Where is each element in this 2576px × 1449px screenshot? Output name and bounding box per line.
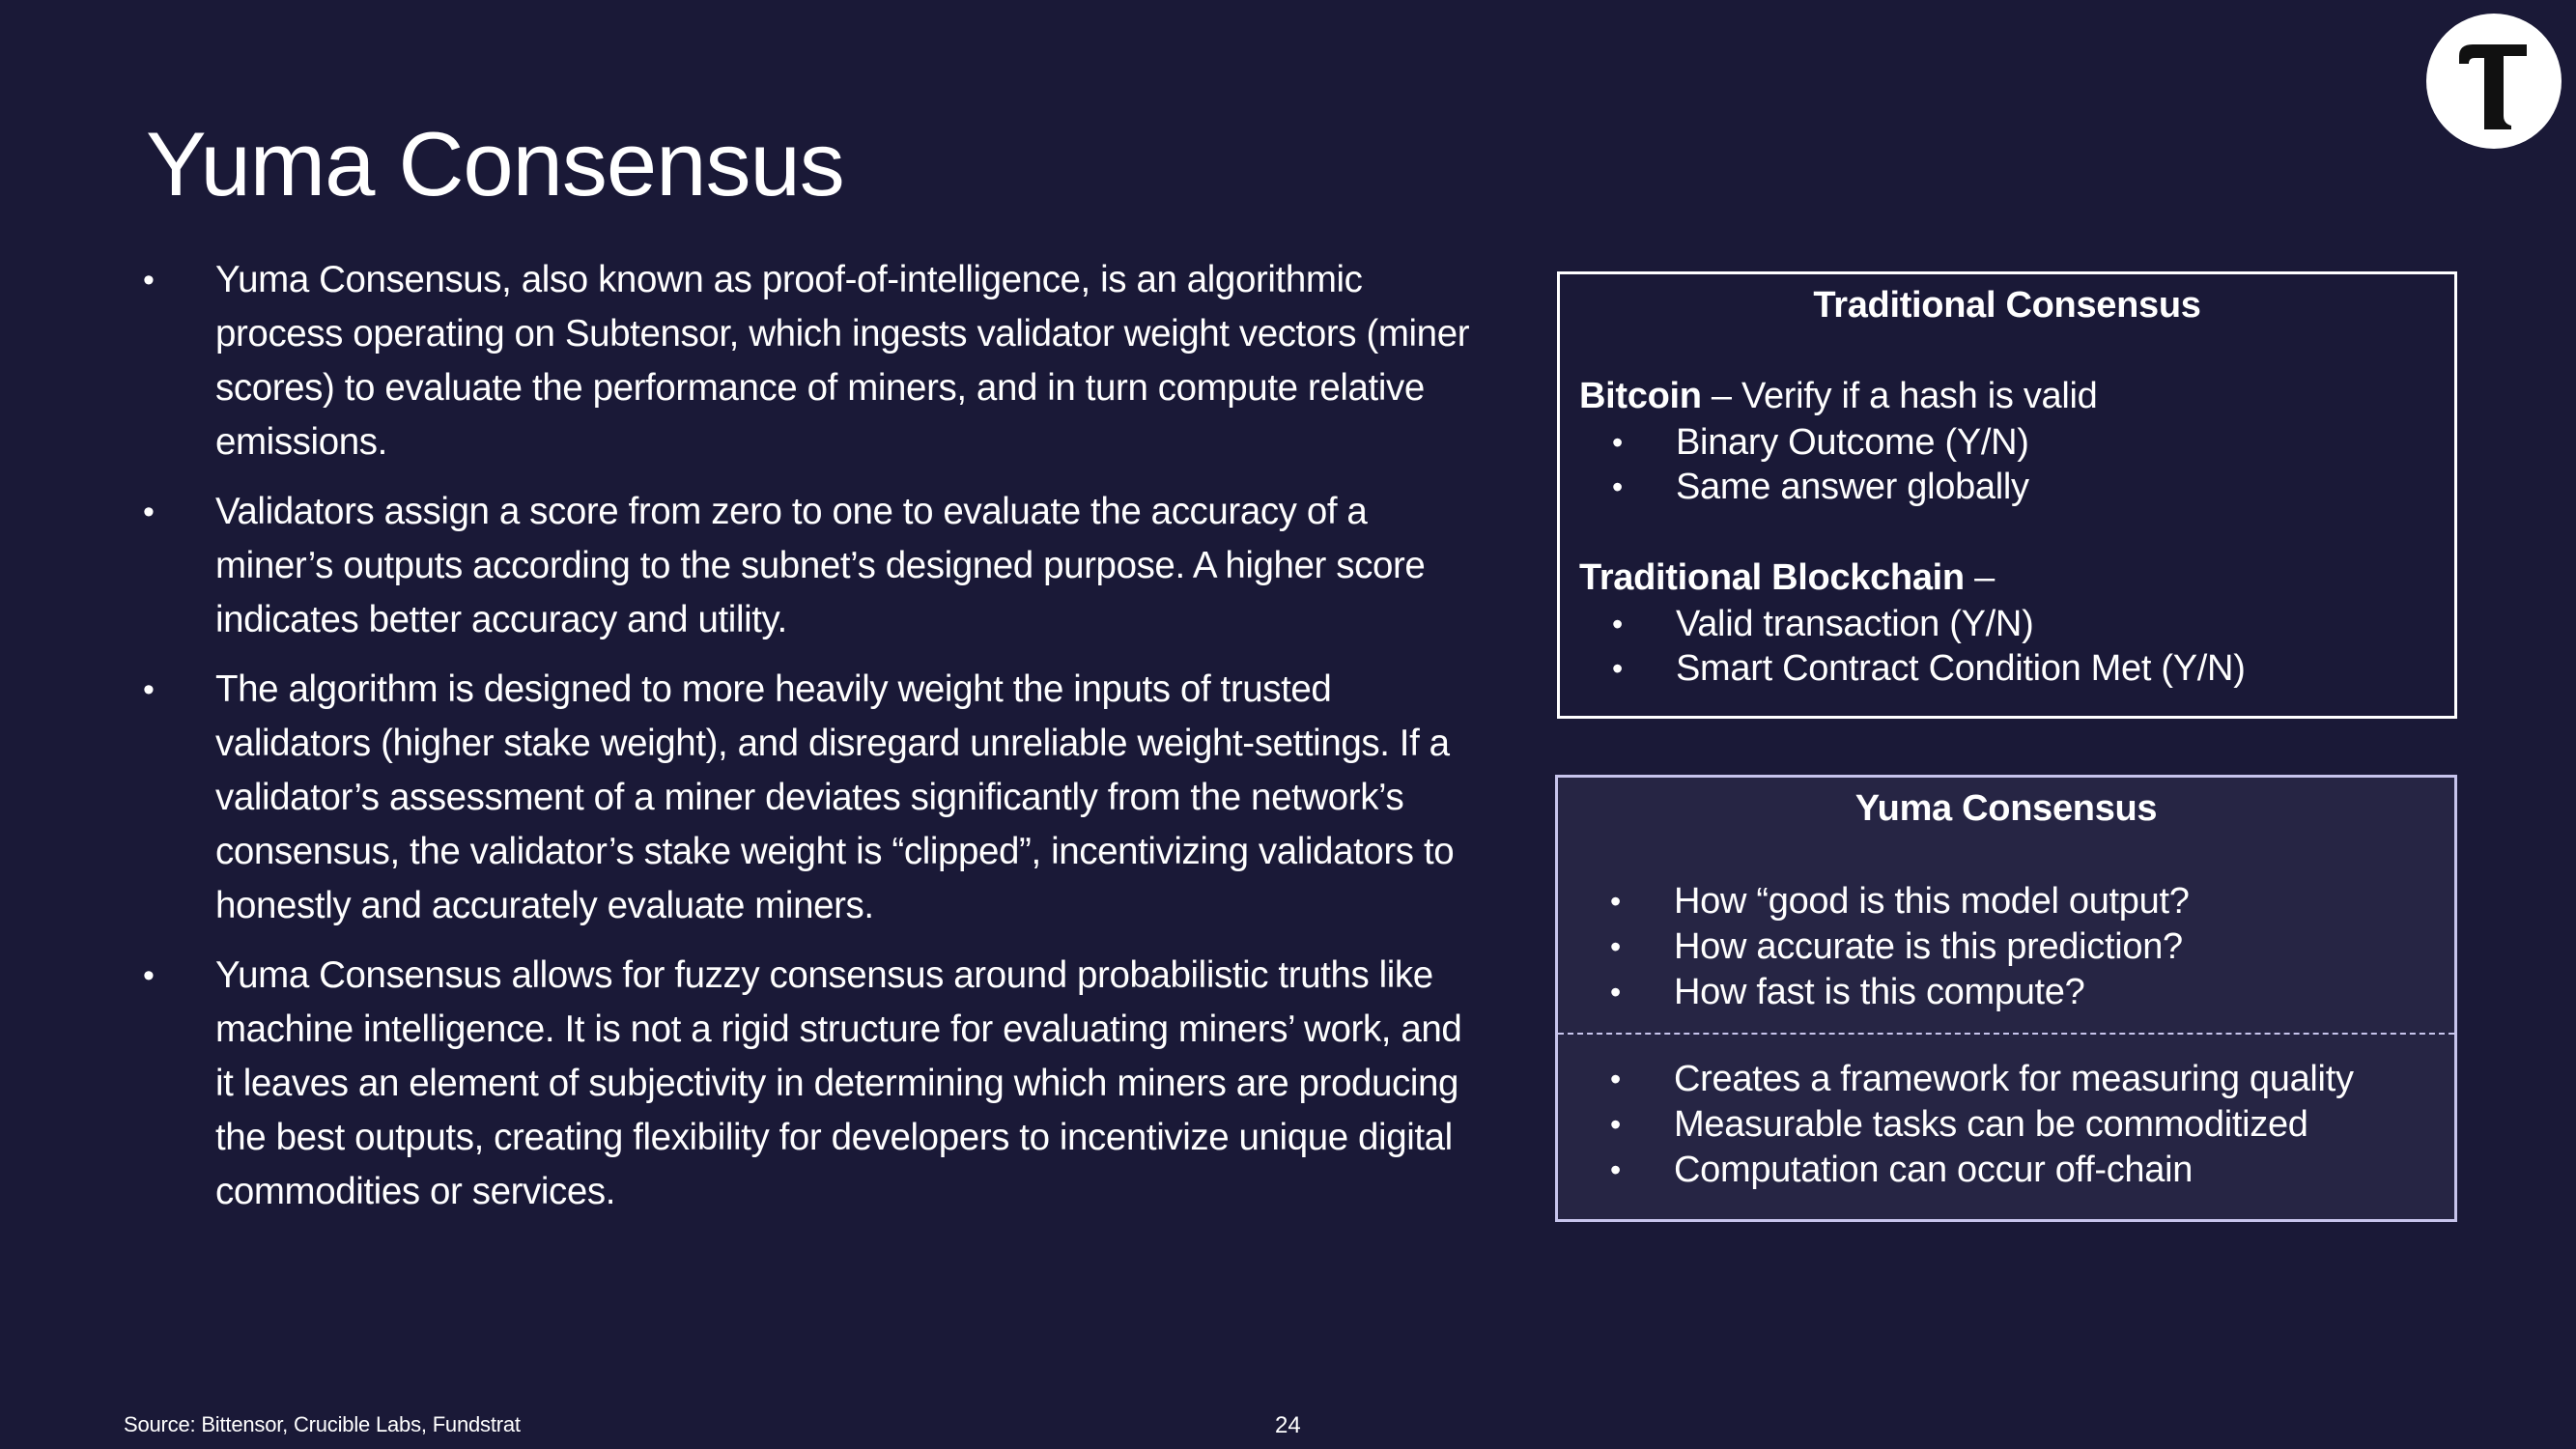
bullet-text: Yuma Consensus, also known as proof-of-intelligence, is an algorithmic process operating on Subtensor, which ingests validator weight vectors (miner scores) to evaluate the performance of miners, and in turn compute relative emissions. [215, 259, 1470, 463]
list-item [1612, 419, 2029, 466]
blockchain-item: Valid transaction (Y/N) [1676, 604, 2034, 644]
bullet-dot: • [1610, 884, 1621, 919]
bullet-dot: • [143, 957, 155, 994]
list-item [143, 485, 1476, 647]
list-item [1610, 878, 2190, 924]
list-item [1612, 601, 2034, 647]
bullet-dot: • [143, 494, 155, 530]
bullet-dot: • [143, 262, 155, 298]
traditional-consensus-heading: Traditional Consensus [1813, 285, 2201, 326]
blockchain-line [1579, 554, 1995, 601]
list-item [1610, 1056, 2354, 1102]
list-item [1610, 923, 2183, 970]
page-number: 24 [1275, 1412, 1301, 1438]
yuma-question: How fast is this compute? [1674, 972, 2085, 1012]
bitcoin-item: Same answer globally [1676, 467, 2029, 507]
list-item [1612, 645, 2246, 692]
bullet-text: Yuma Consensus allows for fuzzy consensus around probabilistic truths like machine intelligence. It is not a rigid structure for evaluating miners’ work, and it leaves an element of subjectivity in determining which miners are producing the best outputs, creating flexibility for developers to incentivize unique digital commodities or services. [215, 954, 1462, 1212]
bullet-dot: • [1610, 1152, 1621, 1187]
bitcoin-text: – Verify if a hash is valid [1701, 376, 2098, 416]
bullet-dot: • [1612, 425, 1623, 460]
list-item [1612, 464, 2029, 510]
bullet-dot: • [1612, 607, 1623, 641]
main-bullet-list [143, 253, 1476, 1235]
blockchain-text: – [1964, 557, 1995, 598]
bullet-dot: • [1610, 975, 1621, 1009]
yuma-consensus-box [1555, 775, 2457, 1222]
list-item [143, 949, 1476, 1219]
list-item [1610, 969, 2085, 1015]
yuma-benefit: Measurable tasks can be commoditized [1674, 1104, 2308, 1145]
dashed-divider [1558, 1033, 2454, 1035]
bullet-dot: • [143, 671, 155, 708]
yuma-question: How accurate is this prediction? [1674, 926, 2183, 967]
blockchain-label: Traditional Blockchain [1579, 557, 1965, 598]
bullet-dot: • [1610, 1107, 1621, 1142]
bittensor-tau-logo-icon [2426, 14, 2562, 149]
bitcoin-label: Bitcoin [1579, 376, 1702, 416]
yuma-benefit: Creates a framework for measuring quality [1674, 1059, 2354, 1099]
list-item [143, 253, 1476, 469]
bullet-dot: • [1610, 929, 1621, 964]
bullet-text: The algorithm is designed to more heavily weight the inputs of trusted validators (higher stake weight), and disregard unreliable weight-settings. If a validator’s assessment of a miner deviates significantly from the network’s consensus, the validator’s stake weight is “clipped”, incentivizing validators to honestly and accurately evaluate miners. [215, 668, 1455, 926]
blockchain-item: Smart Contract Condition Met (Y/N) [1676, 648, 2246, 689]
list-item [143, 663, 1476, 933]
bullet-dot: • [1612, 651, 1623, 686]
yuma-benefit: Computation can occur off-chain [1674, 1150, 2194, 1190]
bitcoin-line [1579, 373, 2097, 419]
list-item [1610, 1147, 2194, 1193]
bullet-dot: • [1610, 1062, 1621, 1096]
slide-title: Yuma Consensus [146, 113, 844, 214]
traditional-consensus-box [1557, 271, 2457, 719]
yuma-question: How “good is this model output? [1674, 881, 2190, 922]
source-note: Source: Bittensor, Crucible Labs, Fundstrat [124, 1412, 521, 1436]
list-item [1610, 1101, 2308, 1148]
bitcoin-item: Binary Outcome (Y/N) [1676, 422, 2029, 463]
bullet-text: Validators assign a score from zero to one to evaluate the accuracy of a miner’s outputs according to the subnet’s designed purpose. A higher score indicates better accuracy and utility. [215, 491, 1426, 640]
yuma-consensus-heading: Yuma Consensus [1854, 788, 2158, 829]
bullet-dot: • [1612, 469, 1623, 504]
